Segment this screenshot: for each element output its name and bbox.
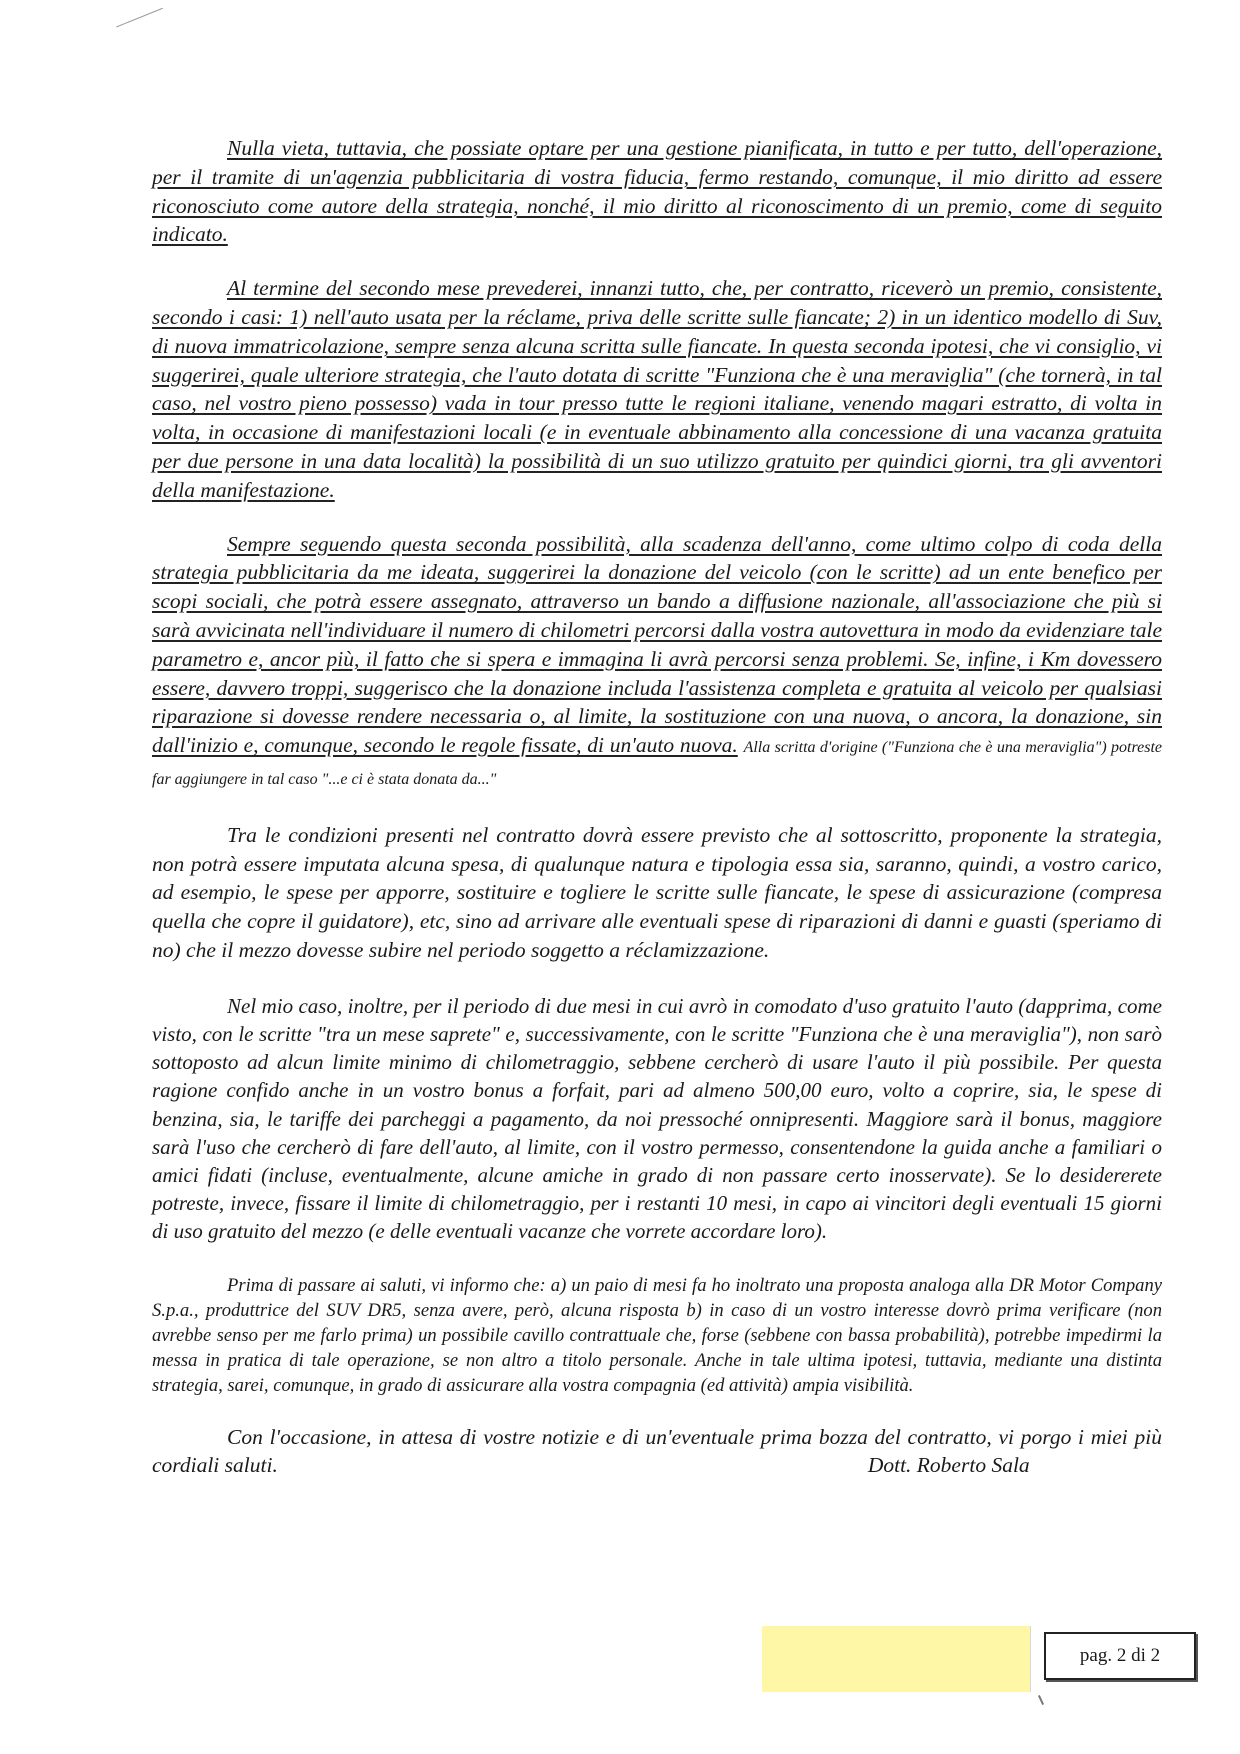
closing-text: Con l'occasione, in attesa di vostre notizie e di un'eventuale prima bozza del contratto, vi porgo i miei più cordiali saluti.	[152, 1424, 1162, 1478]
paragraph-prize: Al termine del secondo mese prevederei, innanzi tutto, che, per contratto, riceverò un premio, consistente, secondo i casi: 1) nell'auto usata per la réclame, priva delle scritte sulle fiancate; 2) in un identico modello di Suv, di nuova immatricolazione, sempre senza alcuna scritta sulle fiancate. In questa seconda ipotesi, che vi consiglio, vi suggerirei, quale ulteriore strategia, che l'auto dotata di scritte "Funziona che è una meraviglia" (che tornerà, in tal caso, nel vostro pieno possesso) vada in tour presso tutte le regioni italiane, venendo magari estratto, di volta in volta, in occasione di manifestazioni locali (e in eventuale abbinamento alla concessione di una vacanza gratuita per due persone in una data località) la possibilità di un suo utilizzo gratuito per quindici giorni, tra gli avventori della manifestazione.	[152, 276, 1162, 502]
paragraph-donation	[152, 530, 1162, 795]
paragraph-donation-main: Sempre seguendo questa seconda possibilità, alla scadenza dell'anno, come ultimo colpo di coda della strategia pubblicitaria da me ideata, suggerirei la donazione del veicolo (con le scritte) ad un ente benefico per scopi sociali, che potrà essere assegnato, attraverso un bando a diffusione nazionale, all'associazione che più si sarà avvicinata nell'individuare il numero di chilometri percorsi dalla vostra autovettura in modo da evidenziare tale parametro e, ancor più, il fatto che si spera e immagina li avrà percorsi senza problemi. Se, infine, i Km dovessero essere, davvero troppi, suggerisco che la donazione includa l'assistenza completa e gratuita al veicolo per qualsiasi riparazione si dovesse rendere necessaria o, al limite, la sostituzione con una nuova, o ancora, la donazione, sin dall'inizio e, comunque, secondo le regole fissate, di un'auto nuova.	[152, 531, 1162, 758]
scan-corner-mark	[107, 0, 163, 27]
paragraph-mileage-bonus: Nel mio caso, inoltre, per il periodo di due mesi in cui avrò in comodato d'uso gratuito l'auto (dapprima, come visto, con le scritte "tra un mese saprete" e, successivamente, con le scritte "Funziona che è una meraviglia"), non sarò sottoposto ad alcun limite minimo di chilometraggio, sebbene cercherò di usare l'auto il più possibile. Per questa ragione confido anche in un vostro bonus a forfait, pari ad almeno 500,00 euro, volto a coprire, sia, le spese di benzina, sia, le tariffe dei parcheggi a pagamento, da noi pressoché onnipresenti. Maggiore sarà il bonus, maggiore sarà l'uso che cercherò di fare dell'auto, al limite, con il vostro permesso, consentendone la guida anche a familiari o amici fidati (incluse, eventualmente, alcune amiche in grado di non passare certo inosservate). Se lo desidererete potreste, invece, fissare il limite di chilometraggio, per i restanti 10 mesi, in capo ai vincitori degli eventuali 15 giorni di uso gratuito del mezzo (e delle eventuali vacanze che vorrete accordare loro).	[152, 993, 1162, 1244]
scan-speck	[1038, 1695, 1044, 1705]
paragraph-before-closing: Prima di passare ai saluti, vi informo che: a) un paio di mesi fa ho inoltrato una proposta analoga alla DR Motor Company S.p.a., produttrice del SUV DR5, senza avere, però, alcuna risposta b) in caso di un vostro interesse dovrò prima verificare (non avrebbe senso per me farlo prima) un possibile cavillo contrattuale che, forse (sebbene con bassa probabilità), potrebbe impedirmi la messa in pratica di tale operazione, se non altro a titolo personale. Anche in tale ultima ipotesi, tuttavia, mediante una distinta strategia, sarei, comunque, in grado di assicurare alla vostra compagnia (ed attività) ampia visibilità.	[152, 1274, 1162, 1397]
signature: Dott. Roberto Sala	[867, 1453, 1030, 1478]
paragraph-closing	[152, 1423, 1162, 1481]
letter-body	[152, 134, 1162, 1480]
paragraph-donation-note: Alla scritta d'origine ("Funziona che è una meraviglia") potreste far aggiungere in tal caso "...e ci è stata donata da..."	[152, 739, 1163, 788]
page-number-box	[1044, 1632, 1196, 1680]
paragraph-agency-option: Nulla vieta, tuttavia, che possiate optare per una gestione pianificata, in tutto e per tutto, dell'operazione, per il tramite di un'agenzia pubblicitaria di vostra fiducia, fermo restando, comunque, il mio diritto ad essere riconosciuto come autore della strategia, nonché, il mio diritto al riconoscimento di un premio, come di seguito indicato.	[152, 136, 1162, 247]
page-number: pag. 2 di 2	[1079, 1645, 1161, 1666]
redaction-highlight	[762, 1626, 1031, 1692]
paragraph-contract-conditions: Tra le condizioni presenti nel contratto dovrà essere previsto che al sottoscritto, proponente la strategia, non potrà essere imputata alcuna spesa, di qualunque natura e tipologia essa sia, saranno, quindi, a vostro carico, ad esempio, le spese per apporre, sostituire e togliere le scritte sulle fiancate, le spese di assicurazione (compresa quella che copre il guidatore), etc, sino ad arrivare alle eventuali spese di riparazioni di danni e guasti (speriamo di no) che il mezzo dovesse subire nel periodo soggetto a réclamizzazione.	[152, 822, 1162, 962]
